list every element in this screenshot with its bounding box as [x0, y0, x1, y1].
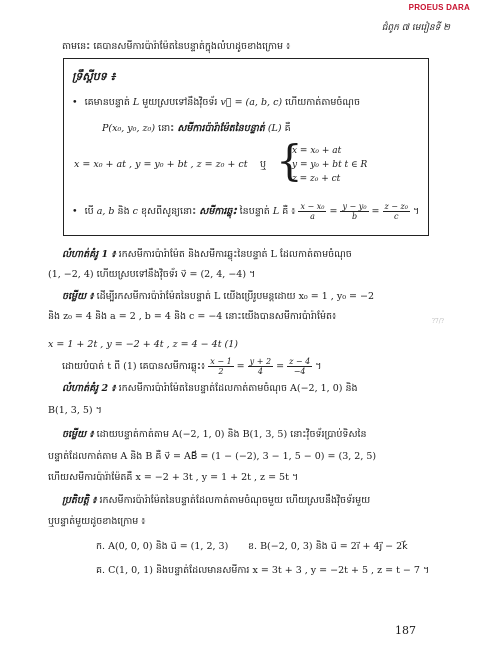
param-or: ឬ — [260, 159, 267, 170]
example1-sol4: ដោយបំបាត់ t ពី (1) គេបានសមីការឆ្លុះ៖ $\frac{x - 1}{2}$ = $\frac{y + 2}{4}$ = $\frac{z - 4}{-4}$ ។ — [62, 357, 322, 376]
theorem-point: P(x₀, y₀, z₀) — [102, 123, 156, 134]
theorem-line-1 — [72, 96, 360, 110]
theorem-line-4: • បើ a, b និង c ខុសពីសូន្យនោះ សមីការឆ្លុះ នៃបន្ទាត់ L គឺ ៖ $\frac{\text{x − x₀}}{a}$ = $\frac{\text{y − y₀}}{b}$ = $\frac{\text{z − z₀}}{c}$ ។ — [72, 202, 419, 221]
example2-solution-label: ចម្លើយ ៖ — [62, 429, 94, 440]
param-equations: x = x₀ + at , y = y₀ + bt , z = z₀ + ct — [74, 159, 248, 170]
theorem-line4-d: គឺ ៖ — [282, 206, 296, 217]
example2-label: លំហាត់គំរូ 2 ៖ — [62, 383, 116, 394]
example2-solution-line-1 — [62, 428, 367, 442]
exercise-line-1 — [62, 494, 370, 508]
example1-sol4-a: ដោយបំបាត់ t ពី (1) គេបានសមីការឆ្លុះ៖ — [62, 361, 206, 372]
example1-text1: រកសមីការប៉ារ៉ាម៉ែត និងសមីការឆ្លុះនៃបន្ទាត់ L ដែលកាត់តាមចំណុច — [118, 249, 352, 260]
example1-solution-line-1 — [62, 290, 374, 304]
theorem-line4-abc: a, b — [96, 206, 115, 217]
theorem-line4-L: L — [272, 206, 280, 217]
brand-label: PROEUS DARA — [408, 3, 470, 12]
theorem-line-2 — [102, 122, 291, 136]
system-line-3: z = z₀ + ct — [292, 174, 341, 184]
example1-sol3: x = 1 + 2t , y = −2 + 4t , z = 4 − 4t (1) — [48, 339, 238, 350]
theorem-line2-L: (L) — [267, 123, 282, 134]
exercise-text2: ឬបន្ទាត់មួយដូចខាងក្រោម ៖ — [48, 516, 146, 527]
theorem-title: ទ្រឹស្តីបទ ៖ — [72, 70, 116, 83]
example1-fraction-3: $\frac{z - 4}{-4}$ — [289, 357, 311, 376]
example1-sol4-end: ។ — [315, 361, 322, 372]
theorem-line4-c2: នៃបន្ទាត់ — [239, 206, 270, 217]
exercise-item-a: ក. A(0, 0, 0) និង u⃗ = (1, 2, 3) — [96, 541, 229, 552]
theorem-line1-c: ហើយកាត់តាមចំណុច — [285, 97, 361, 108]
example2-sol3: ហើយសមីការប៉ារ៉ាម៉ែតគឺ x = −2 + 3t , y = 1 + 2t , z = 5t ។ — [48, 472, 299, 483]
example2-line-1 — [62, 382, 358, 396]
exercise-label: ប្រតិបត្តិ ៖ — [62, 495, 97, 506]
symmetric-fraction-1: $\frac{\text{x − x₀}}{a}$ — [300, 202, 325, 221]
example1-fraction-2: $\frac{y + 2}{4}$ — [249, 357, 272, 376]
theorem-line2-b: គឺ — [284, 123, 291, 134]
system-line-1: x = x₀ + at — [292, 146, 342, 156]
theorem-line1-vec: v⃗ = (a, b, c) — [220, 97, 283, 108]
theorem-line1-a: គេមានបន្ទាត់ — [84, 97, 130, 108]
example1-line-1 — [62, 248, 352, 262]
system-brace: { — [276, 136, 303, 185]
example2-text2: B(1, 3, 5) ។ — [48, 405, 102, 416]
theorem-line4-c: c — [132, 206, 138, 217]
exercise-item-c: គ. C(1, 0, 1) និងបន្ទាត់ដែលមានសមីការ x = 3t + 3 , y = −2t + 5 , z = t − 7 ។ — [96, 565, 430, 576]
theorem-line2-bold: សមីការប៉ារ៉ាម៉ែតនៃបន្ទាត់ — [177, 123, 265, 134]
theorem-line4-b: ខុសពីសូន្យនោះ — [141, 206, 197, 217]
example1-sol2: និង z₀ = 4 និង a = 2 , b = 4 និង c = −4 នោះយើងបានសមីការប៉ារ៉ាម៉ែត៖ — [48, 311, 337, 322]
example1-sol1: ដើម្បីរកសមីការប៉ារ៉ាម៉ែតនៃបន្ទាត់ L យើងប្រើរូបមន្តដោយ x₀ = 1 , y₀ = −2 — [96, 291, 375, 302]
example2-text1: រកសមីការប៉ារ៉ាម៉ែតនៃបន្ទាត់ដែលកាត់តាមចំណុច A(−2, 1, 0) និង — [118, 383, 358, 394]
exercise-text1: រកសមីការប៉ារ៉ាម៉ែតនៃបន្ទាត់ដែលកាត់តាមចំណុចមួយ ហើយស្របនឹងវ៉ិចទ័រមួយ — [99, 495, 371, 506]
theorem-line4-bold: សមីការឆ្លុះ — [199, 206, 237, 217]
example2-sol2: បន្ទាត់ដែលកាត់តាម A និង B គឺ v⃗ = AB⃗ = (1 − (−2), 3 − 1, 5 − 0) = (3, 2, 5) — [48, 451, 377, 462]
symmetric-fraction-2: $\frac{\text{y − y₀}}{b}$ — [342, 202, 367, 221]
theorem-line4-a: បើ — [84, 206, 94, 217]
example2-sol1: ដោយបន្ទាត់កាត់តាម A(−2, 1, 0) និង B(1, 3, 5) នោះវ៉ិចទ័រប្រាប់ទិសនៃ — [96, 429, 367, 440]
symmetric-fraction-3: $\frac{\text{z − z₀}}{c}$ — [384, 202, 408, 221]
running-head: ជំពូក ៧ មេរៀនទី ២ — [381, 23, 450, 33]
example1-text2: (1, −2, 4) ហើយស្របទៅនឹងវ៉ិចទ័រ v⃗ = (2, 4, −4) ។ — [48, 269, 256, 280]
example1-solution-label: ចម្លើយ ៖ — [62, 291, 94, 302]
theorem-line4-end: ។ — [413, 206, 420, 217]
theorem-line1-L: L — [132, 97, 140, 108]
system-line-2: y = y₀ + bt t ∈ R — [292, 160, 368, 170]
example1-label: លំហាត់គំរូ 1 ៖ — [62, 249, 116, 260]
theorem-line1-b: មួយស្របទៅនឹងវ៉ិចទ័រ — [142, 97, 218, 108]
theorem-line2-a: នោះ — [158, 123, 175, 134]
example1-fraction-1: $\frac{x - 1}{2}$ — [210, 357, 232, 376]
exercise-item-b: ខ. B(−2, 0, 3) និង u⃗ = 2i⃗ + 4j⃗ − 2k⃗ — [248, 541, 408, 552]
page-number: 187 — [395, 624, 416, 637]
faint-mark: ?7/? — [431, 318, 444, 325]
intro-text: តាមនេះ គេបានសមីការប៉ារ៉ាម៉ែតនៃបន្ទាត់ក្នុងលំហដូចខាងក្រោម ៖ — [62, 41, 291, 52]
theorem-line4-and: និង — [117, 206, 130, 217]
